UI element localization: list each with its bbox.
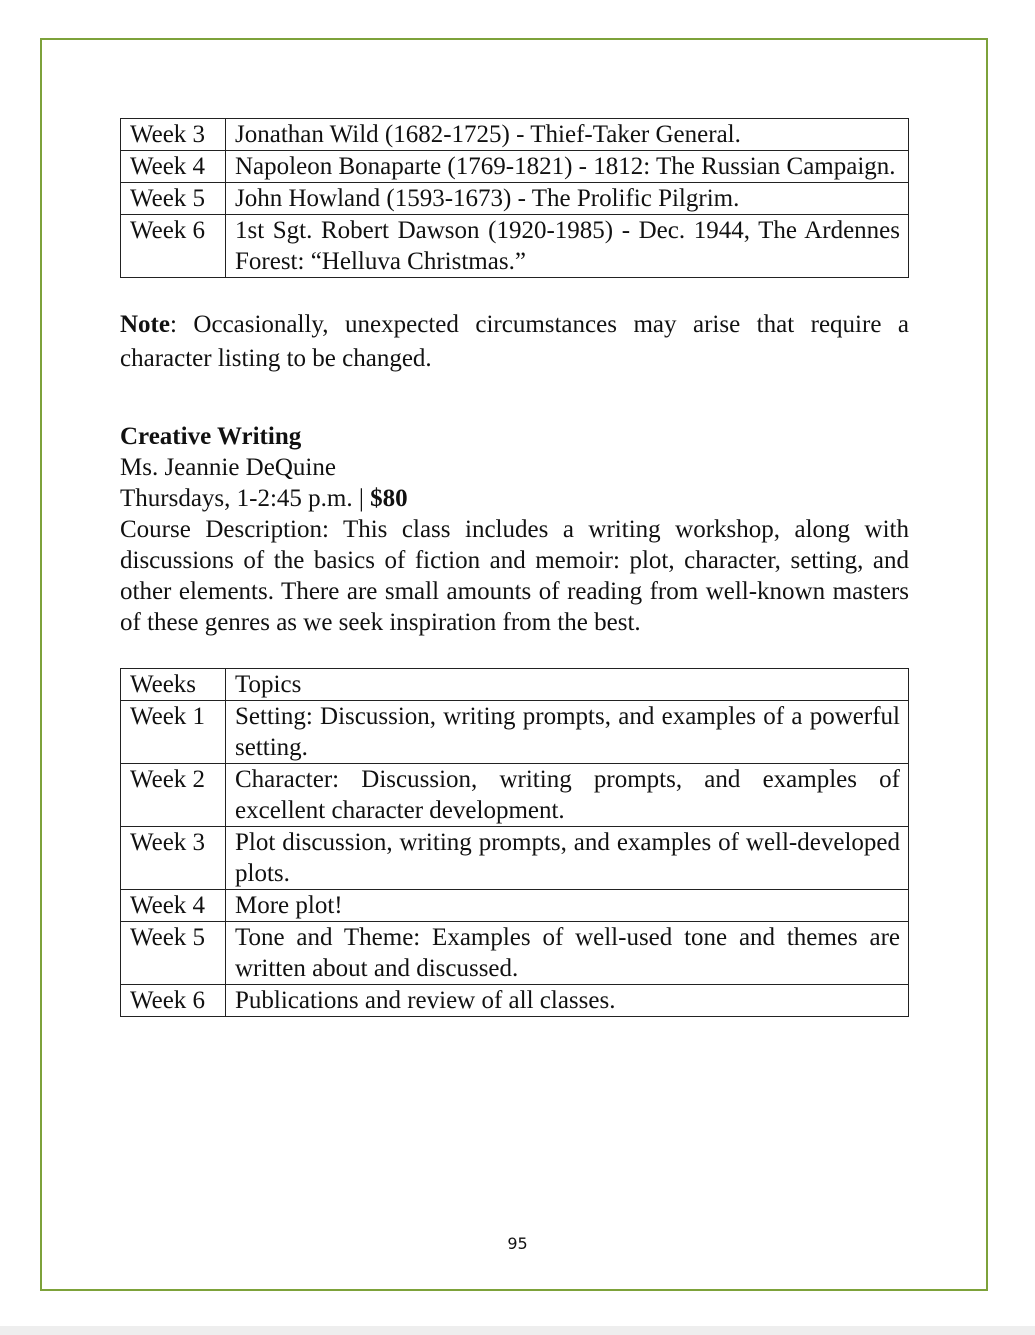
table-row bbox=[121, 701, 909, 764]
table-row bbox=[121, 985, 909, 1017]
week-cell: Week 1 bbox=[121, 701, 226, 764]
table-row bbox=[121, 890, 909, 922]
week-cell: Week 6 bbox=[121, 985, 226, 1017]
topic-cell: Jonathan Wild (1682-1725) - Thief-Taker General. bbox=[226, 119, 909, 151]
table-row bbox=[121, 119, 909, 151]
week-cell: Week 3 bbox=[121, 119, 226, 151]
topic-cell: Plot discussion, writing prompts, and examples of well-developed plots. bbox=[226, 827, 909, 890]
table-row bbox=[121, 151, 909, 183]
note-paragraph bbox=[120, 308, 909, 376]
note-label: Note bbox=[120, 311, 170, 338]
topic-cell: Publications and review of all classes. bbox=[226, 985, 909, 1017]
page-number: 95 bbox=[507, 1234, 528, 1253]
course-instructor: Ms. Jeannie DeQuine bbox=[120, 454, 336, 481]
header-topics: Topics bbox=[226, 669, 909, 701]
table-row bbox=[121, 764, 909, 827]
table-row bbox=[121, 183, 909, 215]
table-row bbox=[121, 827, 909, 890]
table-row bbox=[121, 922, 909, 985]
history-schedule-table bbox=[120, 118, 909, 278]
course-schedule-line bbox=[120, 483, 909, 514]
topic-cell: Setting: Discussion, writing prompts, and examples of a powerful setting. bbox=[226, 701, 909, 764]
week-cell: Week 6 bbox=[121, 215, 226, 278]
week-cell: Week 4 bbox=[121, 151, 226, 183]
topic-cell: John Howland (1593-1673) - The Prolific Pilgrim. bbox=[226, 183, 909, 215]
table-header-row bbox=[121, 669, 909, 701]
writing-schedule-table bbox=[120, 668, 909, 1017]
table-row bbox=[121, 215, 909, 278]
note-text: : Occasionally, unexpected circumstances may arise that require a character listing to be changed. bbox=[120, 311, 909, 372]
week-cell: Week 2 bbox=[121, 764, 226, 827]
week-cell: Week 4 bbox=[121, 890, 226, 922]
week-cell: Week 5 bbox=[121, 183, 226, 215]
course-description: Course Description: This class includes a writing workshop, along with discussions of the basics of fiction and memoir: plot, character, setting, and other elements. There are small amounts of reading from well-known masters of these genres as we seek inspiration from the best. bbox=[120, 516, 909, 636]
topic-cell: Character: Discussion, writing prompts, and examples of excellent character development. bbox=[226, 764, 909, 827]
page-bottom-edge bbox=[0, 1326, 1035, 1335]
topic-cell: Tone and Theme: Examples of well-used tone and themes are written about and discussed. bbox=[226, 922, 909, 985]
course-price: $80 bbox=[370, 485, 408, 512]
week-cell: Week 3 bbox=[121, 827, 226, 890]
week-cell: Week 5 bbox=[121, 922, 226, 985]
topic-cell: More plot! bbox=[226, 890, 909, 922]
page-content bbox=[120, 118, 909, 1017]
topic-cell: Napoleon Bonaparte (1769-1821) - 1812: The Russian Campaign. bbox=[226, 151, 909, 183]
course-section bbox=[120, 421, 909, 638]
course-title: Creative Writing bbox=[120, 423, 302, 450]
course-schedule: Thursdays, 1-2:45 p.m. | bbox=[120, 485, 371, 512]
topic-cell: 1st Sgt. Robert Dawson (1920-1985) - Dec. 1944, The Ardennes Forest: “Helluva Christmas.” bbox=[226, 215, 909, 278]
header-weeks: Weeks bbox=[121, 669, 226, 701]
